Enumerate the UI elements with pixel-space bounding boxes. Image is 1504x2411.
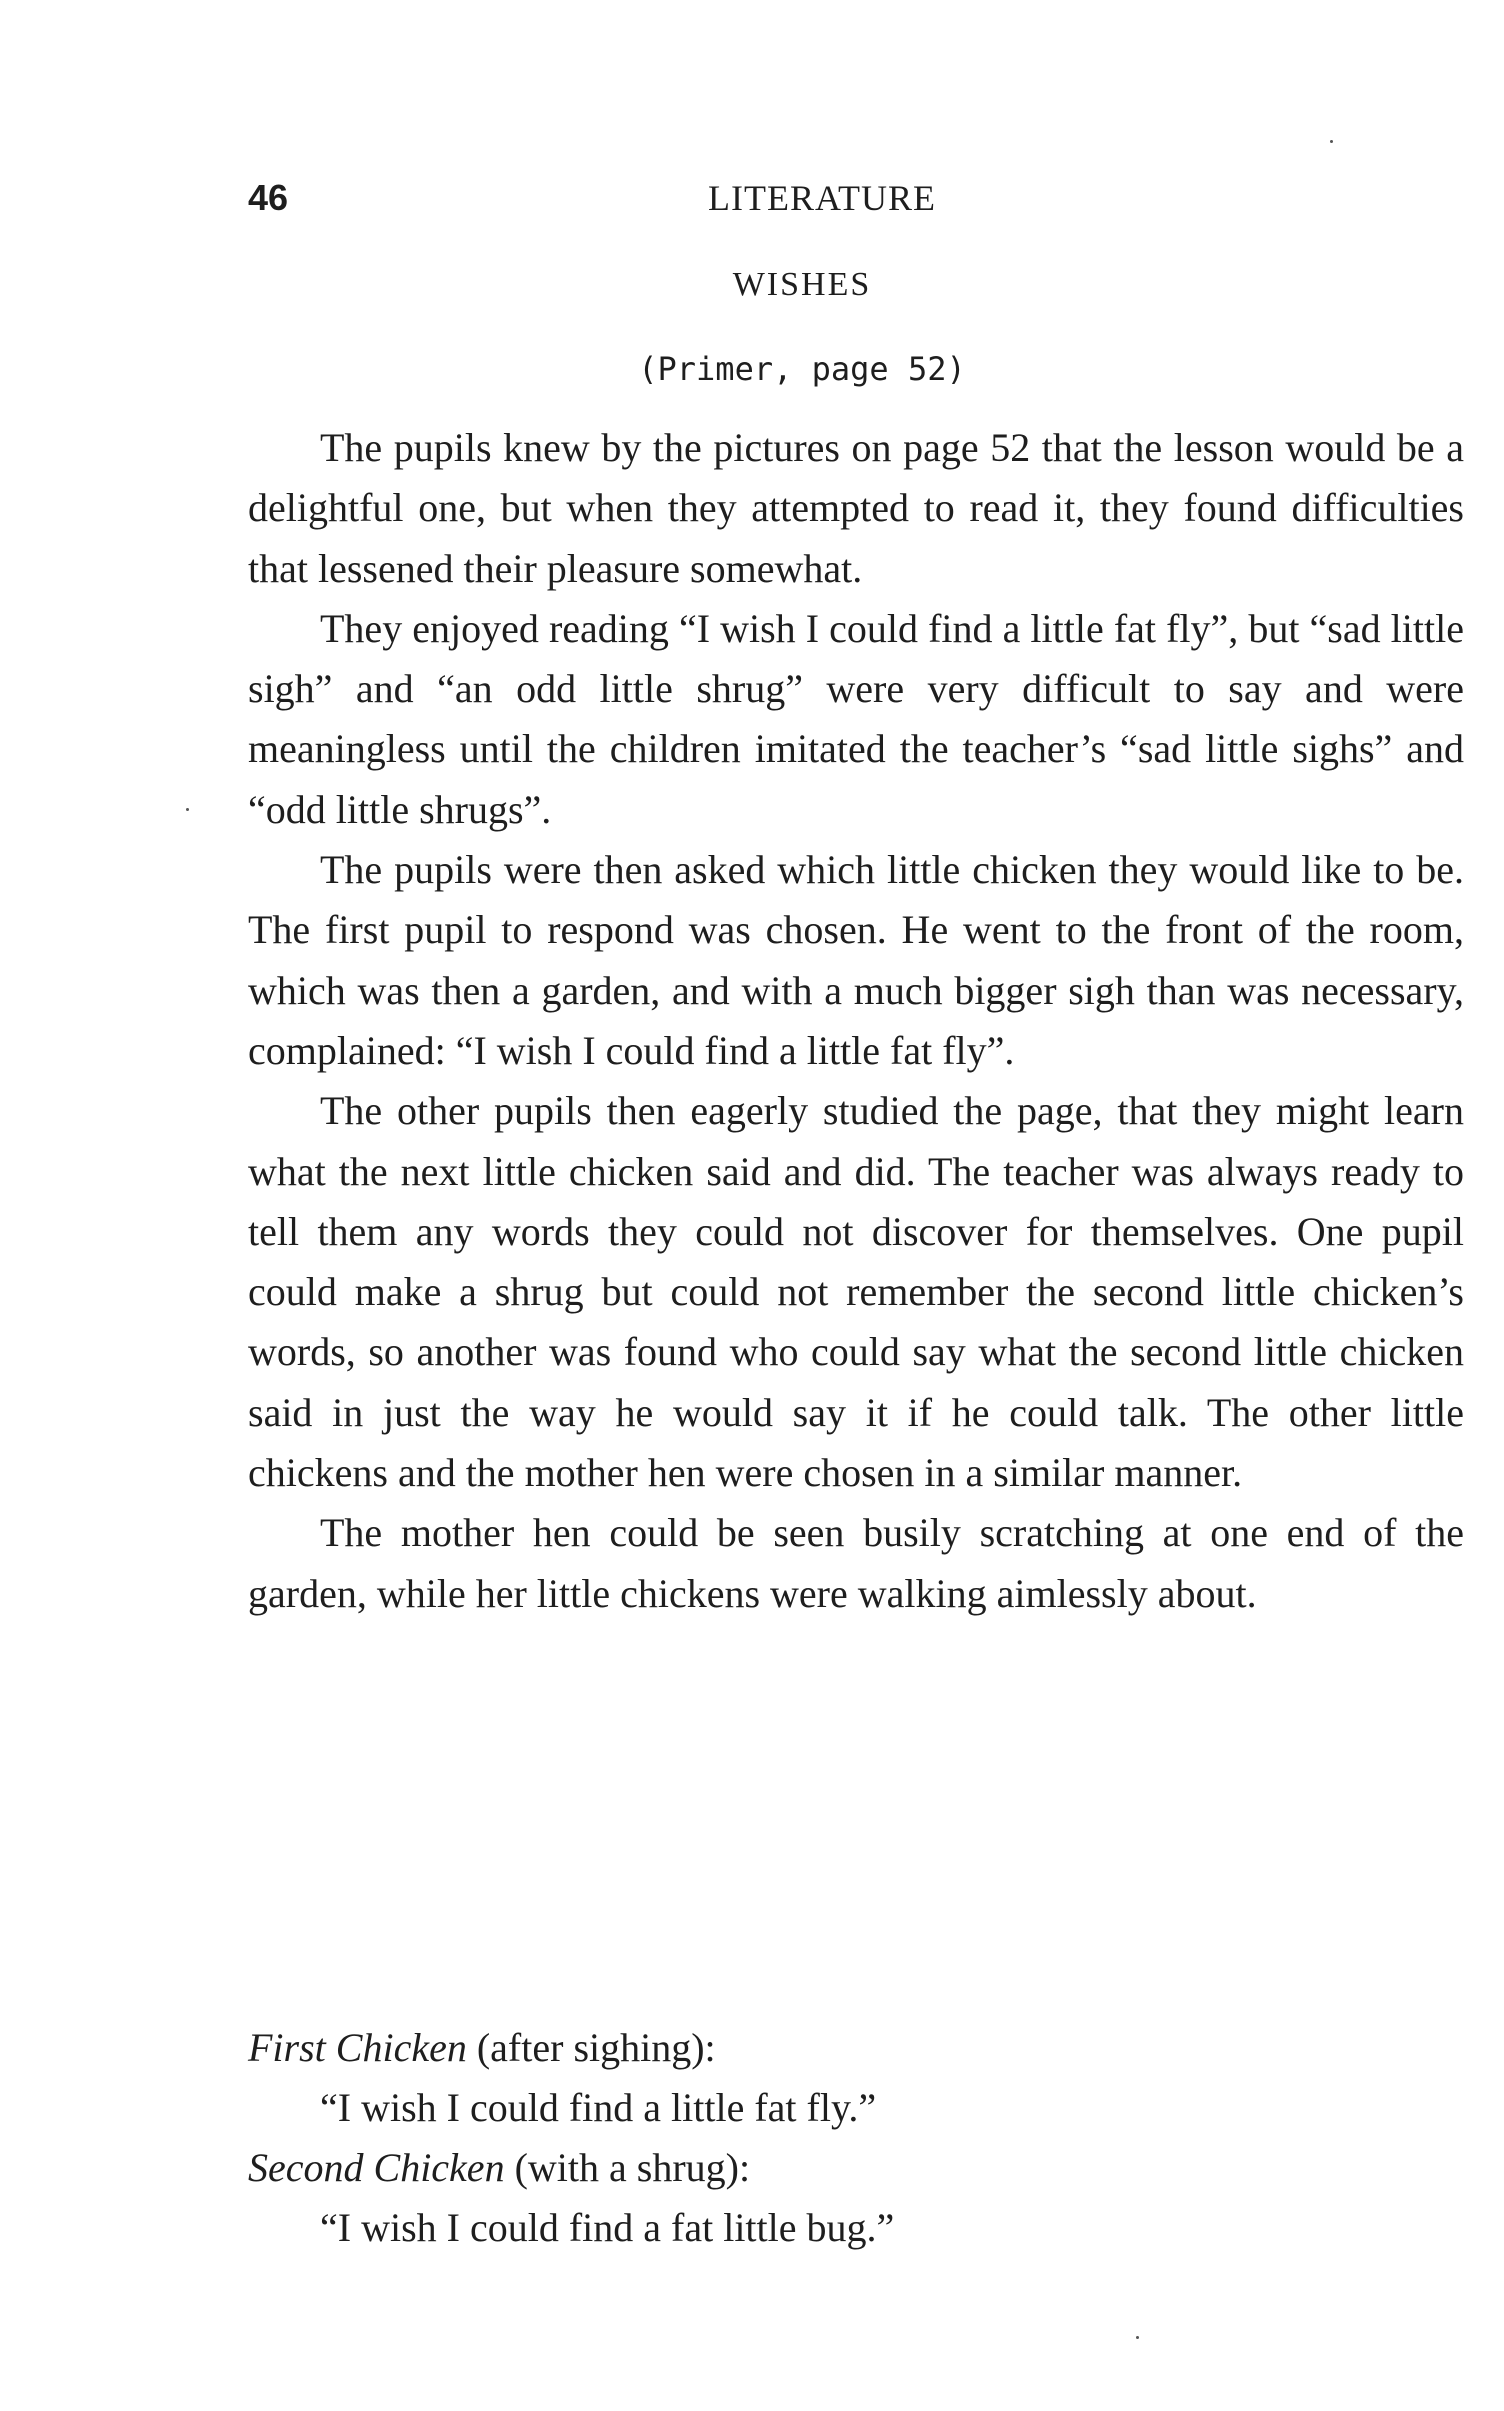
section-subtitle: (Primer, page 52) bbox=[638, 350, 966, 388]
stage-direction: (with a shrug): bbox=[514, 2145, 751, 2190]
section-title: WISHES bbox=[732, 266, 872, 303]
speaker-name: Second Chicken bbox=[248, 2145, 505, 2190]
paragraph-5: The mother hen could be seen busily scratching at one end of the garden, while her little chickens were walking aimlessly about. bbox=[248, 1510, 1464, 1616]
dialogue-block bbox=[248, 2018, 1464, 2258]
stage-direction: (after sighing): bbox=[476, 2025, 716, 2070]
speaker-2 bbox=[248, 2138, 1464, 2198]
running-head: LITERATURE bbox=[708, 178, 936, 218]
scan-speck bbox=[186, 808, 189, 811]
paragraph-1: The pupils knew by the pictures on page 52 that the lesson would be a delightful one, but when they attempted to read it, they found difficulties that lessened their pleasure somewhat. bbox=[248, 425, 1464, 591]
page-number: 46 bbox=[248, 177, 289, 218]
paragraph-3: The pupils were then asked which little chicken they would like to be. The first pupil to respond was chosen. He went to the front of the room, which was then a garden, and with a much bigger sigh than was necessary, complained: “I wish I could find a little fat fly”. bbox=[248, 847, 1464, 1073]
body-text bbox=[248, 418, 1464, 1624]
speaker-1 bbox=[248, 2018, 1464, 2078]
paragraph-2: They enjoyed reading “I wish I could find a little fat fly”, but “sad little sigh” and “an odd little shrug” were very difficult to say and were meaningless until the children imitated the teacher’s “sad little sighs” and “odd little shrugs”. bbox=[248, 605, 1464, 832]
dialogue-line-1: “I wish I could find a little fat fly.” bbox=[320, 2085, 877, 2130]
paragraph-4: The other pupils then eagerly studied the page, that they might learn what the next little chicken said and did. The teacher was always ready to tell them any words they could not discover for themselves. One pupil could make a shrug but could not remember the second little chicken’s words, so another was found who could say what the second little chicken said in just the way he would say it if he could talk. The other little chickens and the mother hen were chosen in a similar manner. bbox=[248, 1088, 1464, 1496]
scan-speck bbox=[1136, 2336, 1139, 2339]
dialogue-line-2: “I wish I could find a fat little bug.” bbox=[320, 2205, 895, 2250]
page-header bbox=[248, 168, 1248, 228]
scan-speck bbox=[1330, 140, 1333, 143]
speaker-name: First Chicken bbox=[248, 2025, 467, 2070]
